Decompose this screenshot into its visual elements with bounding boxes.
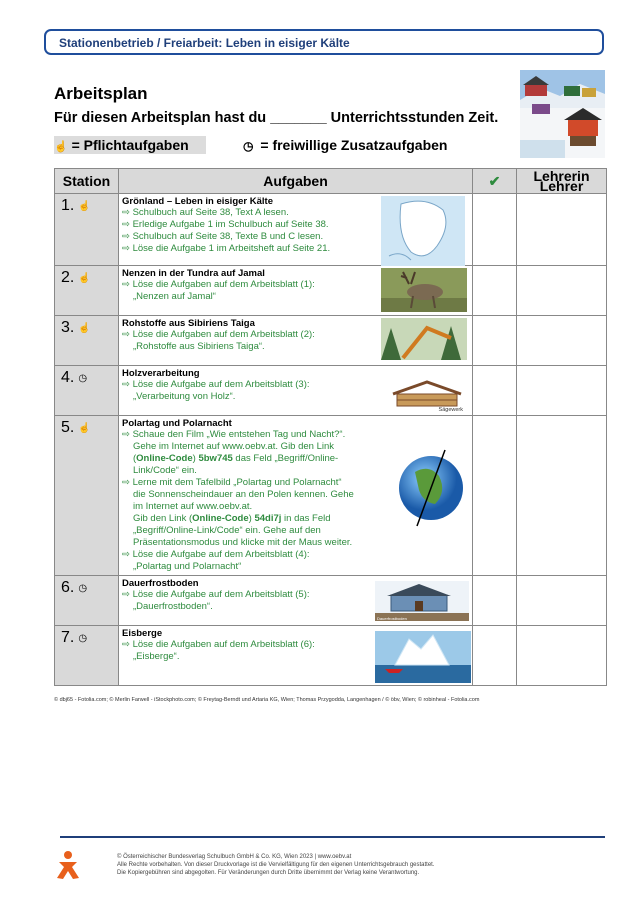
clock-icon: ◷ (78, 582, 88, 594)
station-cell (55, 626, 119, 686)
station-number-text: 4. (61, 369, 75, 386)
task-title: Rohstoffe aus Sibiriens Taiga (122, 318, 255, 329)
legend-optional-label: = freiwillige Zusatzaufgaben (260, 137, 448, 153)
task-title: Holzverarbeitung (122, 368, 200, 379)
station-number (61, 369, 118, 387)
publisher-logo (55, 850, 81, 880)
task-line: ⇨ Löse die Aufgabe auf dem Arbeitsblatt (3): (122, 379, 310, 390)
task-image (381, 318, 467, 360)
globe-image (395, 442, 471, 528)
legend-duty-label: = Pflichtaufgaben (71, 137, 189, 153)
task-title: Grönland – Leben in eisiger Kälte (122, 196, 273, 207)
task-line: ⇨ Löse die Aufgaben auf dem Arbeitsblatt (1): (122, 279, 315, 290)
teacher-cell[interactable] (517, 626, 607, 686)
permafrost-label: Dauerfrostboden (377, 616, 407, 621)
task-line: ⇨ Löse die Aufgabe 1 im Arbeitsheft auf Seite 21. (122, 243, 331, 254)
station-cell (55, 416, 119, 576)
check-cell[interactable] (473, 576, 517, 626)
task-cell (119, 194, 473, 266)
teacher-cell[interactable] (517, 316, 607, 366)
task-title: Polartag und Polarnacht (122, 418, 232, 429)
teacher-cell[interactable] (517, 576, 607, 626)
table-row (55, 576, 607, 626)
iceberg-image (375, 631, 471, 683)
table-row (55, 416, 607, 576)
header-check (473, 169, 517, 194)
header-tasks: Aufgaben (119, 169, 473, 194)
task-line: ⇨ Löse die Aufgaben auf dem Arbeitsblatt (2): (122, 329, 315, 340)
header-station: Station (55, 169, 119, 194)
task-title: Dauerfrostboden (122, 578, 199, 589)
footer-line-1: © Österreichischer Bundesverlag Schulbuch GmbH & Co. KG, Wien 2023 | www.oebv.at (117, 854, 352, 860)
header-teacher (517, 169, 607, 194)
station-number (61, 269, 118, 287)
station-number-text: 7. (61, 629, 75, 646)
footer-line-2: Alle Rechte vorbehalten. Von dieser Druckvorlage ist die Vervielfältigung für den eigenen Unterrichtsgebrauch gestattet. (117, 862, 435, 868)
station-cell (55, 194, 119, 266)
station-number (61, 319, 118, 337)
task-line: die Sonnenscheindauer an den Polen kennen. Gehe (133, 489, 354, 500)
footer-divider (60, 836, 605, 838)
station-number (61, 629, 118, 647)
station-number-text: 3. (61, 319, 75, 336)
task-line: ⇨ Löse die Aufgabe auf dem Arbeitsblatt (5): (122, 589, 310, 600)
hand-icon: ☝ (78, 200, 91, 212)
task-line: Gehe im Internet auf www.oebv.at. Gib den Link (133, 441, 335, 452)
task-line: ⇨ Lerne mit dem Tafelbild „Polartag und Polarnacht“ (122, 477, 342, 488)
hand-icon: ☝ (54, 141, 68, 153)
task-line: Präsentationsmodus und klicke mit der Maus weiter. (133, 537, 353, 548)
station-number-text: 1. (61, 197, 75, 214)
table-row (55, 266, 607, 316)
table-row (55, 194, 607, 266)
station-number (61, 579, 118, 597)
plan-table (54, 168, 607, 686)
hand-icon: ☝ (78, 272, 91, 284)
station-cell (55, 266, 119, 316)
clock-icon: ◷ (78, 372, 88, 384)
legend-duty (54, 136, 206, 154)
task-line: (Online-Code) 5bw745 das Feld „Begriff/Online- (133, 453, 339, 464)
task-line: „Begriff/Online-Link/Code“ ein. Gehe auf den (133, 525, 321, 536)
teacher-cell[interactable] (517, 366, 607, 416)
station-number (61, 197, 118, 215)
task-cell (119, 416, 473, 576)
hand-icon: ☝ (78, 322, 91, 334)
clock-icon: ◷ (243, 139, 254, 153)
task-line: ⇨ Löse die Aufgabe auf dem Arbeitsblatt (4): (122, 549, 310, 560)
table-header-row (55, 169, 607, 194)
sawmill-label: Sägewerk (438, 407, 463, 413)
task-title: Eisberge (122, 628, 163, 639)
station-cell (55, 316, 119, 366)
hand-icon: ☝ (78, 422, 91, 434)
check-cell[interactable] (473, 194, 517, 266)
task-cell (119, 366, 473, 416)
sawmill-image (387, 368, 467, 414)
task-cell (119, 626, 473, 686)
footer-text (117, 853, 435, 877)
header-teacher-label: Lehrerin Lehrer (533, 168, 590, 194)
station-number (61, 419, 118, 437)
station-cell (55, 576, 119, 626)
check-cell[interactable] (473, 266, 517, 316)
check-icon: ✔ (488, 172, 501, 189)
task-line: „Eisberge“. (133, 651, 180, 662)
task-image (381, 196, 465, 266)
header-title: Stationenbetrieb / Freiarbeit: Leben in eisiger Kälte (59, 36, 350, 50)
task-line: Gib den Link (Online-Code) 54di7j in das Feld (133, 513, 331, 524)
greenland-photo (520, 70, 605, 158)
task-line: ⇨ Schaue den Film „Wie entstehen Tag und Nacht?“. (122, 429, 346, 440)
task-line: „Verarbeitung von Holz“. (133, 391, 236, 402)
task-line: ⇨ Schulbuch auf Seite 38, Texte B und C lesen. (122, 231, 324, 242)
check-cell[interactable] (473, 366, 517, 416)
task-title: Nenzen in der Tundra auf Jamal (122, 268, 265, 279)
legend-optional (243, 136, 447, 155)
station-number-text: 6. (61, 579, 75, 596)
teacher-cell[interactable] (517, 416, 607, 576)
footer-line-3: Die Kopiergebühren sind abgegolten. Für Veränderungen durch Dritte übernimmt der Verlag keine Verantwortung. (117, 870, 420, 876)
header-box (44, 29, 604, 55)
task-line: Link/Code“ ein. (133, 465, 197, 476)
task-line: im Internet auf www.oebv.at. (133, 501, 253, 512)
task-line: ⇨ Erledige Aufgabe 1 im Schulbuch auf Seite 38. (122, 219, 329, 230)
task-image (381, 268, 467, 312)
check-cell[interactable] (473, 316, 517, 366)
image-credits: © dbj65 - Fotolia.com; © Merlin Farwell - iStockphoto.com; © Freytag-Berndt und Artaria KG, Wien; Thomas Przygodda, Langenhagen / © öbv, Wien; © robinheal - Fotolia.com (54, 697, 480, 703)
page-title: Arbeitsplan (54, 84, 148, 103)
table-row (55, 626, 607, 686)
task-cell (119, 266, 473, 316)
station-cell (55, 366, 119, 416)
task-line: ⇨ Löse die Aufgaben auf dem Arbeitsblatt (6): (122, 639, 315, 650)
teacher-cell[interactable] (517, 194, 607, 266)
station-number-text: 2. (61, 269, 75, 286)
task-line: ⇨ Schulbuch auf Seite 38, Text A lesen. (122, 207, 289, 218)
clock-icon: ◷ (78, 632, 88, 644)
task-cell (119, 576, 473, 626)
task-cell (119, 316, 473, 366)
station-number-text: 5. (61, 419, 75, 436)
table-row (55, 366, 607, 416)
task-line: „Rohstoffe aus Sibiriens Taiga“. (133, 341, 265, 352)
table-row (55, 316, 607, 366)
page-subtitle: Für diesen Arbeitsplan hast du _______ Unterrichtsstunden Zeit. (54, 110, 499, 126)
task-line: „Nenzen auf Jamal“ (133, 291, 216, 302)
check-cell[interactable] (473, 626, 517, 686)
permafrost-image (375, 581, 469, 621)
teacher-cell[interactable] (517, 266, 607, 316)
task-line: „Dauerfrostboden“. (133, 601, 213, 612)
task-line: „Polartag und Polarnacht“ (133, 561, 242, 572)
check-cell[interactable] (473, 416, 517, 576)
